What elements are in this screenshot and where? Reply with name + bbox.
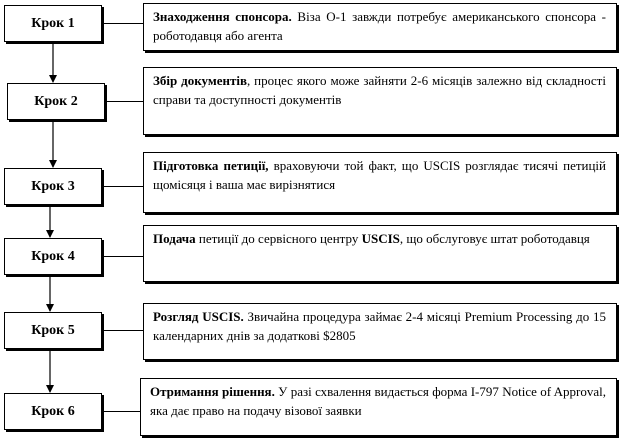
- step-box-1: [4, 5, 102, 42]
- description-text: , процес якого може зайняти 2-6 місяців залежно від складності справи та доступності документів: [153, 73, 606, 107]
- description-text: Звичайна процедура займає 2-4 місяці Premium Processing до 15 календарних днів за додаткові $2805: [153, 309, 606, 343]
- step-description-4: [143, 225, 617, 282]
- description-text: Віза О-1 завжди потребує американського спонсора - роботодавця або агента: [153, 9, 606, 43]
- step-label: Крок 3: [31, 178, 75, 194]
- step-description-3: [143, 152, 617, 213]
- step-description-2: [143, 67, 617, 135]
- description-text: петиції до сервісного центру: [195, 231, 362, 246]
- step-description-1: [143, 3, 617, 51]
- description-bold-text: Збір документів: [153, 73, 247, 88]
- description-bold-text: Знаходження спонсора.: [153, 9, 292, 24]
- step-box-6: [4, 393, 102, 430]
- description-bold-text: Подача: [153, 231, 196, 246]
- step-box-3: [4, 168, 102, 205]
- description-bold-text: Отримання рішення.: [150, 384, 275, 399]
- step-label: Крок 4: [31, 248, 75, 264]
- step-description-5: [143, 303, 617, 360]
- step-label: Крок 5: [31, 322, 75, 338]
- description-text: У разі схвалення видається форма I-797 Notice of Approval, яка дає право на подачу візової заявки: [150, 384, 606, 418]
- description-text: враховуючи той факт, що USCIS розглядає тисячі петицій щомісяця і ваша має вирізнятися: [153, 158, 606, 192]
- description-bold-text: Розгляд USCIS.: [153, 309, 244, 324]
- step-box-2: [7, 83, 105, 120]
- step-box-5: [4, 312, 102, 349]
- description-text: , що обслуговує штат роботодавця: [399, 231, 590, 246]
- step-box-4: [4, 238, 102, 275]
- description-bold-text: USCIS: [361, 231, 400, 246]
- step-description-6: [140, 378, 617, 436]
- step-label: Крок 2: [34, 93, 78, 109]
- step-label: Крок 1: [31, 15, 75, 31]
- step-label: Крок 6: [31, 403, 75, 419]
- description-bold-text: Підготовка петиції,: [153, 158, 269, 173]
